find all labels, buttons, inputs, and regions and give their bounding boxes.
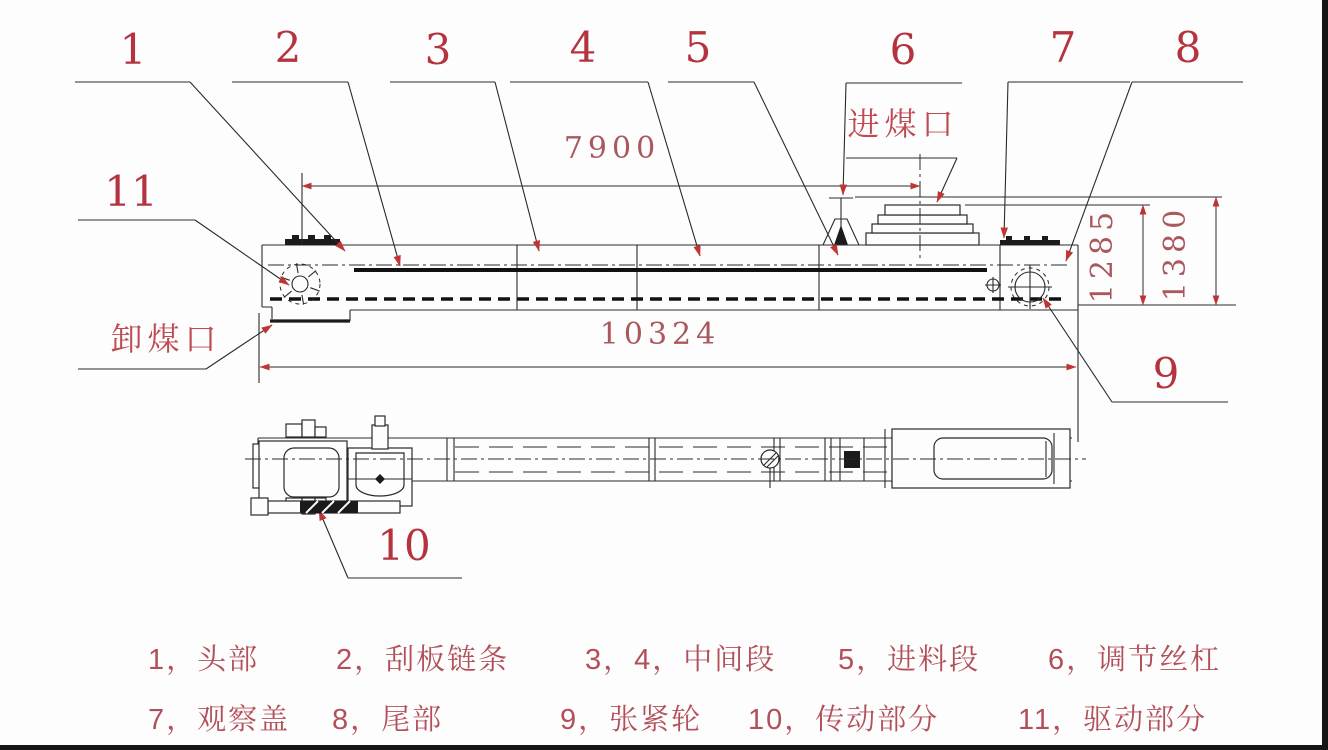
dimension-7900: [302, 131, 920, 245]
callout-9-number: 9: [1152, 349, 1180, 398]
legend-item-adjust-screw: 6，调节丝杠: [1048, 644, 1222, 676]
scan-edge-bottom: [0, 745, 1328, 750]
callout-4-number: 4: [569, 23, 597, 72]
callout-2: [232, 23, 400, 266]
coal-discharge-label: [78, 321, 272, 369]
legend-item-mid-section: 3，4，中间段: [585, 644, 777, 676]
legend-item-head: 1，头部: [148, 644, 260, 676]
dimension-10324-text: 10324: [599, 317, 721, 352]
callout-3: [390, 25, 539, 251]
trough-outline: [262, 245, 1078, 321]
chain-bolt: [985, 277, 1001, 293]
callout-2-number: 2: [274, 23, 302, 72]
coal-inlet-label: [846, 106, 959, 202]
callout-10-number: 10: [377, 521, 431, 570]
dimension-1380: [1158, 197, 1216, 305]
dimension-1380-text: 1380: [1158, 204, 1193, 302]
legend-item-chain: 2，刮板链条: [336, 644, 510, 676]
inlet-hopper: [866, 154, 979, 262]
legend-item-drive: 11，驱动部分: [1018, 704, 1208, 736]
dimension-1285: [1085, 205, 1143, 305]
callout-6-number: 6: [889, 25, 917, 74]
adjusting-screw-jack: [817, 198, 865, 245]
callout-11-number: 11: [104, 167, 158, 216]
legend-item-tension-wheel: 9，张紧轮: [560, 704, 703, 736]
motor-shaft: [372, 425, 388, 449]
callout-5: [668, 23, 838, 255]
callout-1-number: 1: [119, 25, 147, 74]
scan-edge-right: [1322, 0, 1328, 750]
legend-item-tail: 8，尾部: [332, 704, 444, 736]
legend-item-feed-section: 5，进料段: [838, 644, 981, 676]
callout-3-number: 3: [424, 25, 452, 74]
drive-unit: [251, 416, 412, 515]
callout-11: [78, 167, 289, 285]
dimension-10324: [259, 313, 1076, 383]
mid-fitting: [761, 450, 779, 488]
callout-9: [1043, 298, 1228, 402]
dimension-1285-text: 1285: [1085, 206, 1120, 304]
callout-10: [319, 510, 462, 578]
callout-7-number: 7: [1049, 23, 1077, 72]
legend-item-obs-cover: 7，观察盖: [148, 704, 291, 736]
callout-1: [75, 25, 345, 251]
callout-7: [1004, 23, 1130, 238]
callout-5-number: 5: [684, 23, 712, 72]
dimension-7900-text: 7900: [563, 131, 661, 166]
observation-cover-plate: [1000, 236, 1060, 245]
coal-inlet-text: 进煤口: [847, 106, 959, 142]
callout-8-number: 8: [1174, 23, 1202, 72]
plan-view: [245, 416, 1086, 515]
coal-discharge-text: 卸煤口: [110, 321, 222, 357]
legend-item-transmission: 10，传动部分: [748, 704, 940, 736]
